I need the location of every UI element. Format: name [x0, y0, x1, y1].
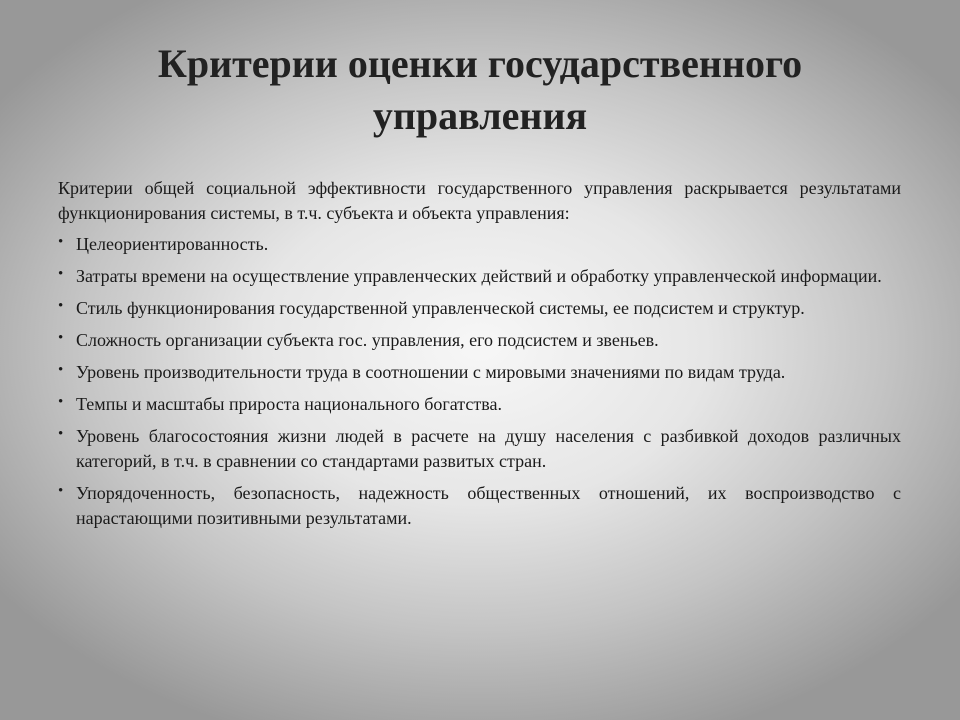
- list-item: [58, 296, 901, 321]
- bullet-icon: •: [58, 426, 64, 442]
- bullet-icon: •: [58, 483, 64, 499]
- list-item: [58, 232, 901, 257]
- bullet-icon: •: [58, 394, 64, 410]
- list-item: [58, 328, 901, 353]
- intro-paragraph: Критерии общей социальной эффективности государственного управления раскрывается результатами функционирования системы, в т.ч. субъекта и объекта управления:: [58, 178, 901, 223]
- list-item-text: Темпы и масштабы прироста национального богатства.: [76, 394, 502, 414]
- list-item-text: Целеориентированность.: [76, 234, 269, 254]
- bullet-icon: •: [58, 362, 64, 378]
- bullet-icon: •: [58, 266, 64, 282]
- list-item-text: Затраты времени на осуществление управленческих действий и обработку управленческой информации.: [76, 266, 882, 286]
- list-item: [58, 360, 901, 385]
- list-item: [58, 264, 901, 289]
- slide-title-line-1: Критерии оценки государственного: [157, 41, 803, 86]
- slide-body: [58, 176, 901, 538]
- list-item-text: Упорядоченность, безопасность, надежность общественных отношений, их воспроизводство с нарастающими позитивными результатами.: [76, 483, 901, 528]
- list-item-text: Сложность организации субъекта гос. управления, его подсистем и звеньев.: [76, 330, 659, 350]
- criteria-list: [58, 232, 901, 531]
- bullet-icon: •: [58, 298, 64, 314]
- list-item-text: Стиль функционирования государственной управленческой системы, ее подсистем и структур.: [76, 298, 805, 318]
- list-item: [58, 424, 901, 474]
- list-item: [58, 481, 901, 531]
- slide-title-line-2: управления: [372, 93, 588, 138]
- slide-title: [40, 38, 920, 142]
- list-item-text: Уровень благосостояния жизни людей в расчете на душу населения с разбивкой доходов различных категорий, в т.ч. в сравнении со стандартами развитых стран.: [76, 426, 901, 471]
- list-item: [58, 392, 901, 417]
- list-item-text: Уровень производительности труда в соотношении с мировыми значениями по видам труда.: [76, 362, 786, 382]
- bullet-icon: •: [58, 330, 64, 346]
- bullet-icon: •: [58, 234, 64, 250]
